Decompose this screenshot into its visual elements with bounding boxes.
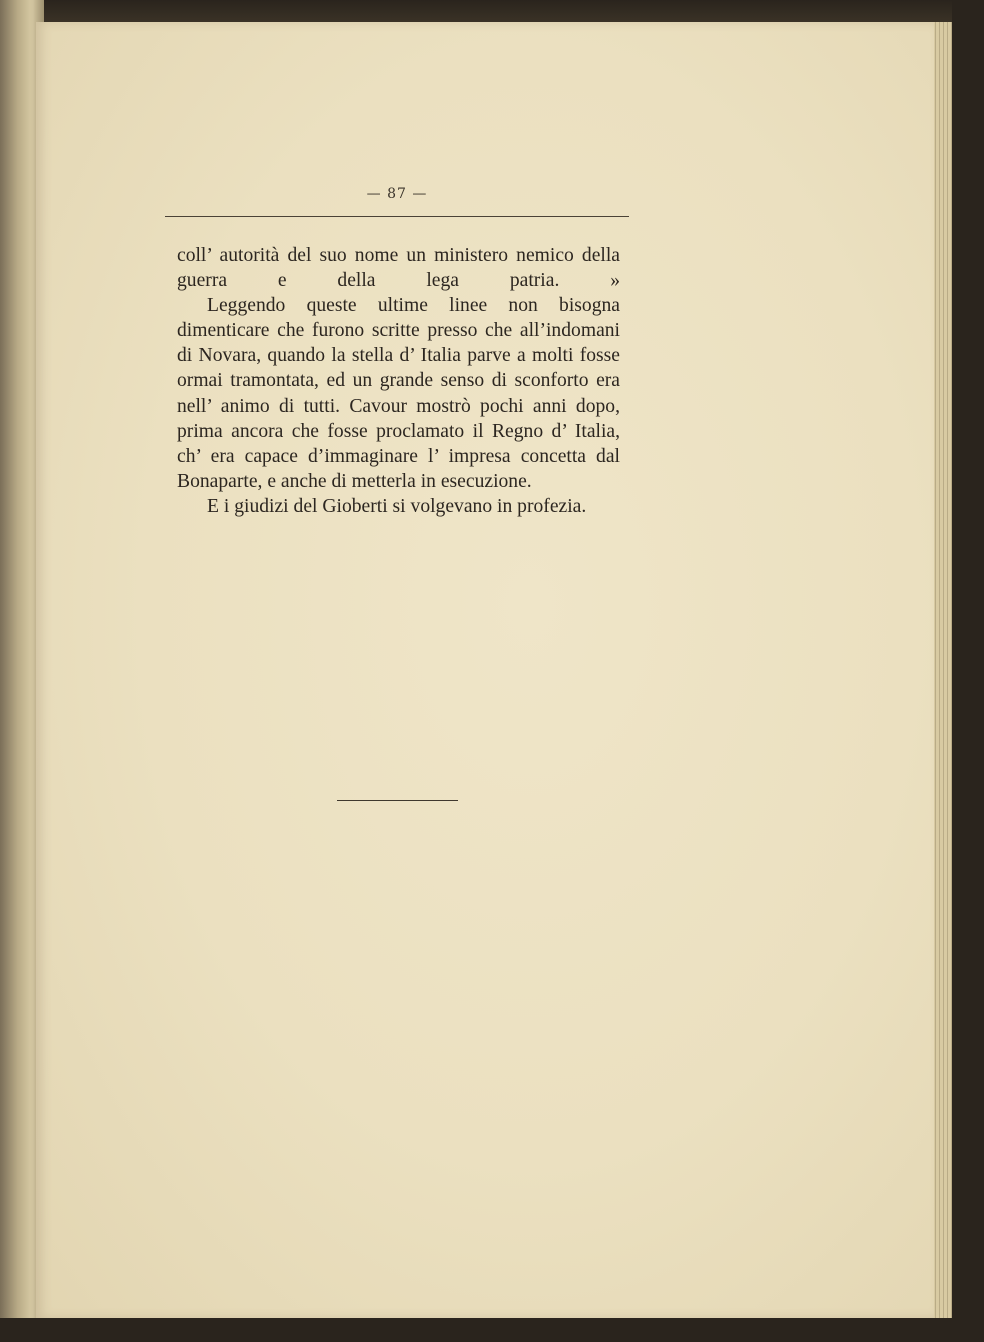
scan-background-bottom [0,1318,984,1342]
paragraph-continuation: coll’ autorità del suo nome un ministero nemico della guerra e della lega patria. » [177,245,620,292]
paragraph-conclusion: E i giudizi del Gioberti si volgevano in profezia. [207,495,587,517]
header-rule [165,216,629,217]
scan-background-right [952,0,984,1342]
paragraph-reflection: Leggendo queste ultime linee non bisogna dimenticare che furono scritte presso che all’indomani di Novara, quando la stella d’ Italia parve a molti fosse ormai tramontata, ed un grande senso di sconforto era nell’ animo di tutti. Cavour mostrò pochi anni dopo, prima ancora che fosse proclamato il Regno d’ Italia, ch’ era capace d’immaginare l’ impresa concetta dal Bonaparte, e anche di metterla in esecuzione. [177,295,620,492]
end-of-chapter-rule [337,800,458,801]
page-body [177,243,620,519]
scan-background-top [0,0,984,22]
page-number-header: — 87 — [366,186,428,202]
